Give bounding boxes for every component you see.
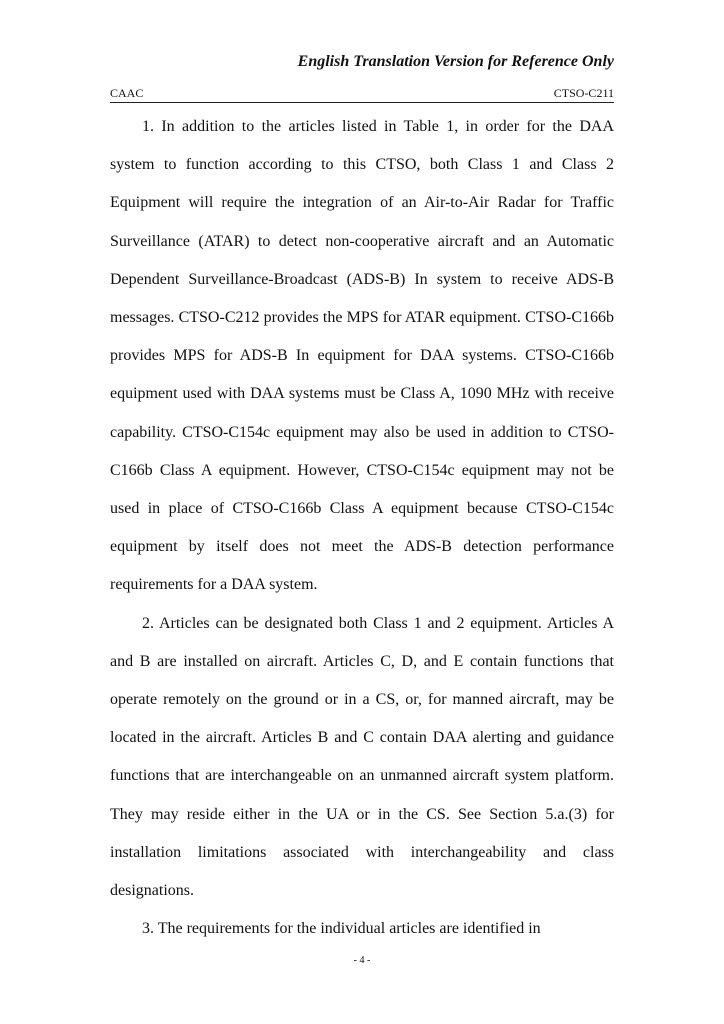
paragraph-1: 1. In addition to the articles listed in Table 1, in order for the DAA system to function according to this CTSO, both Class 1 and Class 2 Equipment will require the integration of an Air-to-Air Radar for Traffic Surveillance (ATAR) to detect non-cooperative aircraft and an Automatic Dependent Surveillance-Broadcast (ADS-B) In system to receive ADS-B messages. CTSO-C212 provides the MPS for ATAR equipment. CTSO-C166b provides MPS for ADS-B In equipment for DAA systems. CTSO-C166b equipment used with DAA systems must be Class A, 1090 MHz with receive capability. CTSO-C154c equipment may also be used in addition to CTSO-C166b Class A equipment. However, CTSO-C154c equipment may not be used in place of CTSO-C166b Class A equipment because CTSO-C154c equipment by itself does not meet the ADS-B detection performance requirements for a DAA system. (110, 118, 614, 594)
running-header (110, 86, 614, 103)
paragraph-2: 2. Articles can be designated both Class 1 and 2 equipment. Articles A and B are installed on aircraft. Articles C, D, and E contain functions that operate remotely on the ground or in a CS, or, for manned aircraft, may be located in the aircraft. Articles B and C contain DAA alerting and guidance functions that are interchangeable on an unmanned aircraft system platform. They may reside either in the UA or in the CS. See Section 5.a.(3) for installation limitations associated with interchangeability and class designations. (110, 614, 614, 900)
page-number: - 4 - (353, 955, 371, 966)
header-organization: CAAC (110, 86, 144, 100)
translation-note: English Translation Version for Reference Only (297, 53, 614, 70)
paragraph-3: 3. The requirements for the individual articles are identified in (142, 920, 541, 938)
header-document-id: CTSO-C211 (553, 86, 614, 100)
document-body (110, 108, 614, 948)
